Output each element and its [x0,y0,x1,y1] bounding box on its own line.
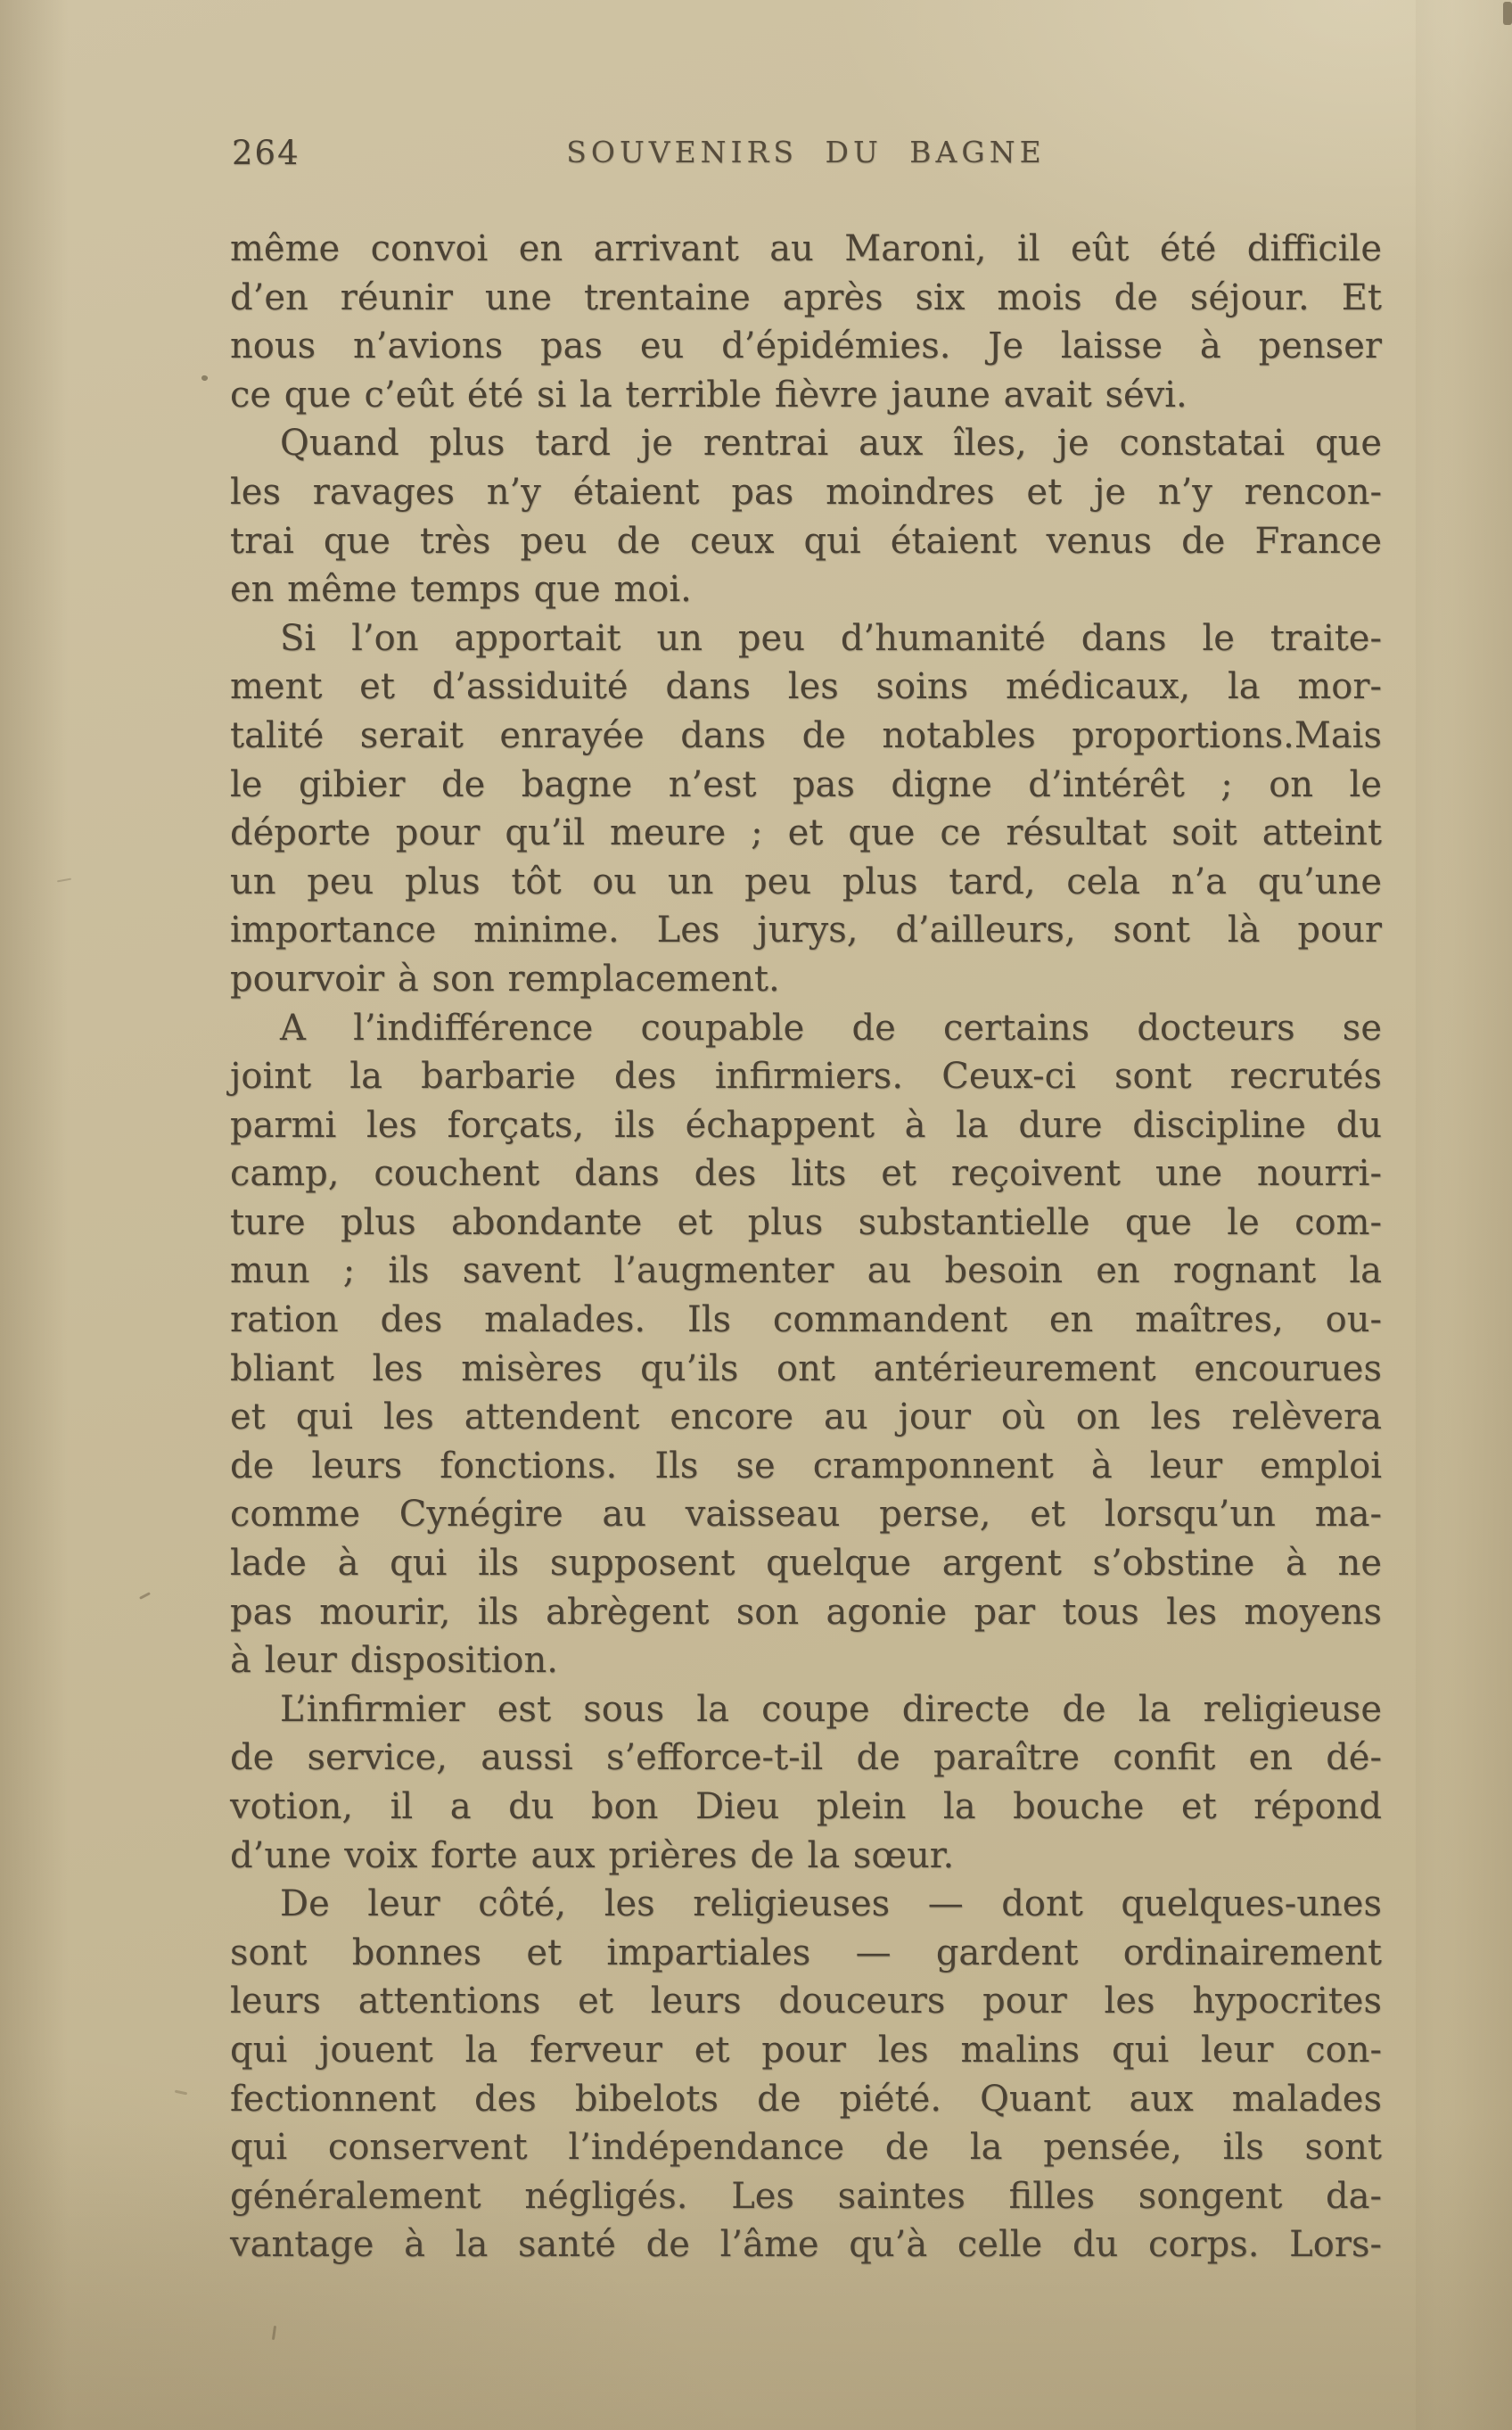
text-line: généralement négligés. Les saintes filles songent da- [230,2175,1382,2217]
text-line: même convoi en arrivant au Maroni, il eût été difficile [230,228,1382,269]
text-line: Quand plus tard je rentrai aux îles, je constatai que [280,423,1382,465]
text-line: de service, aussi s’efforce-t-il de paraître confit en dé- [230,1737,1382,1779]
paper-speck [1503,2,1512,25]
text-line: sont bonnes et impartiales — gardent ordinairement [230,1932,1382,1973]
page-number: 264 [232,134,300,172]
text-line: pas mourir, ils abrègent son agonie par tous les moyens [230,1591,1382,1633]
text-line: en même temps que moi. [230,569,692,611]
text-line: les ravages n’y étaient pas moindres et je n’y rencon- [230,471,1382,513]
text-line: d’en réunir une trentaine après six mois de séjour. Et [230,276,1382,318]
text-line: ce que c’eût été si la terrible fièvre jaune avait sévi. [230,374,1187,416]
text-line: lade à qui ils supposent quelque argent s’obstine à ne [230,1543,1382,1585]
text-line: pourvoir à son remplacement. [230,958,780,1000]
text-line: bliant les misères qu’ils ont antérieurement encourues [230,1347,1382,1389]
text-line: Si l’on apportait un peu d’humanité dans le traite- [280,617,1382,659]
paper-speck [272,2326,276,2340]
text-line: de leurs fonctions. Ils se cramponnent à leur emploi [230,1445,1382,1487]
text-line: joint la barbarie des infirmiers. Ceux-ci sont recrutés [230,1056,1382,1098]
text-line: nous n’avions pas eu d’épidémies. Je laisse à penser [230,325,1382,367]
paper-speck [201,375,209,382]
paper-speck [175,2090,187,2096]
page-header [230,132,1382,182]
text-line: votion, il a du bon Dieu plein la bouche et répond [230,1786,1382,1827]
text-line: ment et d’assiduité dans les soins médicaux, la mor- [230,666,1382,708]
text-line: à leur disposition. [230,1640,558,1682]
text-line: d’une voix forte aux prières de la sœur. [230,1834,955,1876]
text-line: fectionnent des bibelots de piété. Quant aux malades [230,2078,1382,2120]
text-line: talité serait enrayée dans de notables proportions.Mais [230,714,1382,756]
text-line: parmi les forçats, ils échappent à la dure discipline du [230,1104,1382,1146]
text-line: trai que très peu de ceux qui étaient venus de France [230,520,1382,562]
text-line: importance minime. Les jurys, d’ailleurs, sont là pour [230,910,1382,951]
paper-speck [57,878,71,883]
text-line: ture plus abondante et plus substantielle que le com- [230,1201,1382,1243]
paper-speck [139,1592,151,1600]
text-line: De leur côté, les religieuses — dont quelques-unes [280,1883,1382,1925]
text-line: mun ; ils savent l’augmenter au besoin en rognant la [230,1250,1382,1292]
text-line: un peu plus tôt ou un peu plus tard, cela n’a qu’une [230,861,1382,902]
text-line: vantage à la santé de l’âme qu’à celle du corps. Lors- [230,2224,1382,2266]
text-line: camp, couchent dans des lits et reçoivent une nourri- [230,1153,1382,1195]
running-title: SOUVENIRS DU BAGNE [566,135,1046,169]
text-line: L’infirmier est sous la coupe directe de la religieuse [280,1688,1382,1730]
text-line: et qui les attendent encore au jour où on les relèvera [230,1396,1382,1438]
text-block [230,225,1382,2269]
text-line: qui jouent la ferveur et pour les malins qui leur con- [230,2029,1382,2071]
text-line: qui conservent l’indépendance de la pensée, ils sont [230,2127,1382,2169]
text-line: comme Cynégire au vaisseau perse, et lorsqu’un ma- [230,1494,1382,1536]
text-line: leurs attentions et leurs douceurs pour les hypocrites [230,1981,1382,2022]
paper-seam [1416,0,1478,2430]
text-line: A l’indifférence coupable de certains docteurs se [280,1007,1382,1049]
text-line: le gibier de bagne n’est pas digne d’intérêt ; on le [230,763,1382,805]
text-line: déporte pour qu’il meure ; et que ce résultat soit atteint [230,812,1382,854]
text-line: ration des malades. Ils commandent en maîtres, ou- [230,1299,1382,1341]
